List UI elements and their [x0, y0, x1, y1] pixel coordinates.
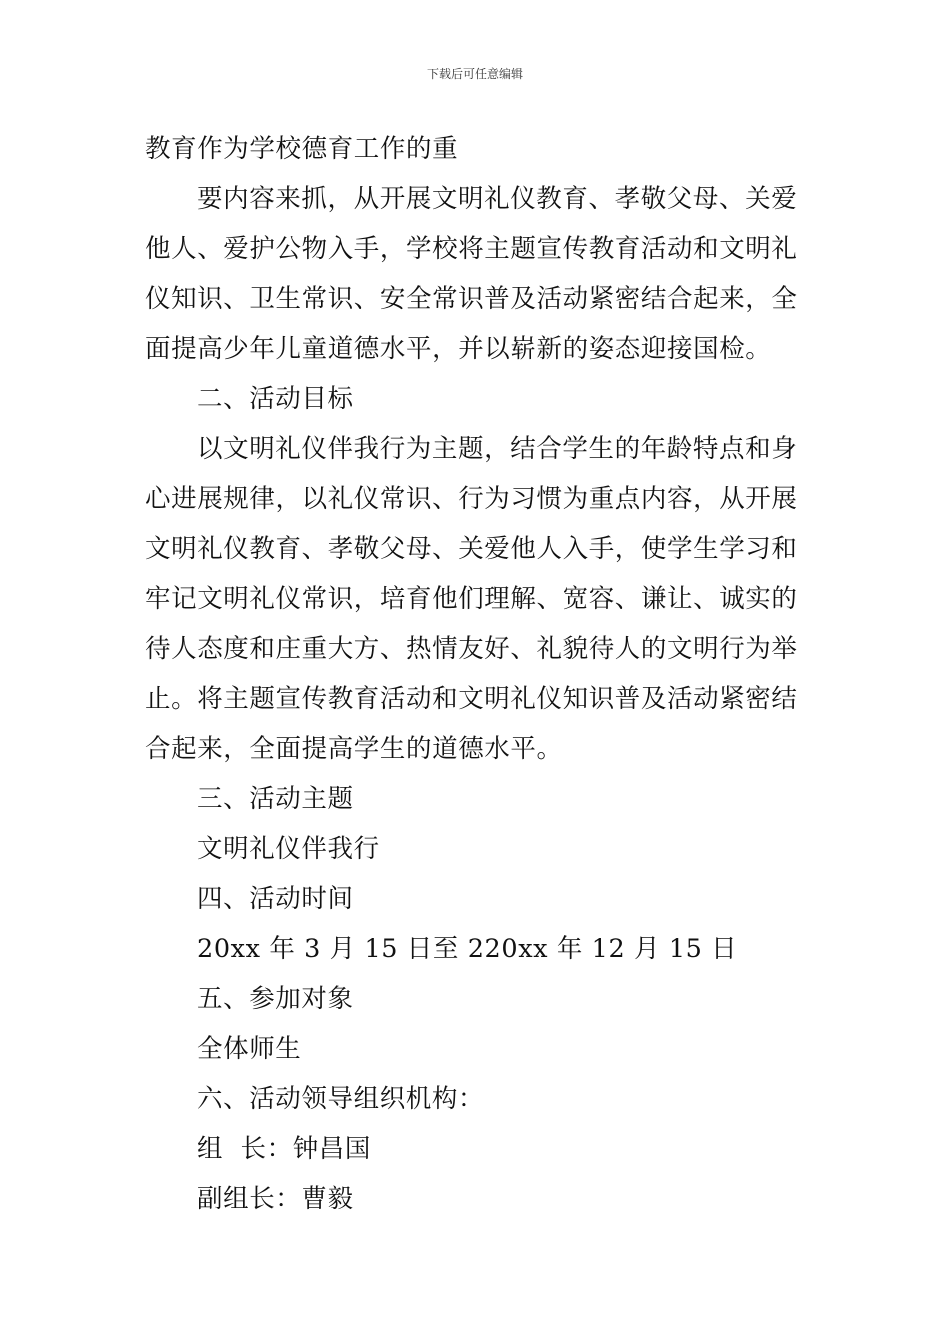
paragraph-line: 以文明礼仪伴我行为主题，结合学生的年龄特点和身	[197, 434, 798, 464]
text-line: 教育作为学校德育工作的重	[145, 134, 459, 164]
text-line: 仪知识、卫生常识、安全常识普及活动紧密结合起来，全	[145, 284, 798, 314]
text-line: 牢记文明礼仪常识，培育他们理解、宽容、谦让、诚实的	[145, 584, 798, 614]
document-body	[145, 124, 805, 1224]
paragraph-line: 要内容来抓，从开展文明礼仪教育、孝敬父母、关爱	[197, 184, 798, 214]
deputy-leader-line: 副组长：曹毅	[197, 1184, 354, 1214]
leader-line: 组 长：钟昌国	[197, 1134, 372, 1164]
section-heading-objectives: 二、活动目标	[197, 384, 354, 414]
time-text: 20xx 年 3 月 15 日至 220xx 年 12 月 15 日	[197, 934, 738, 964]
section-heading-organization: 六、活动领导组织机构：	[197, 1084, 485, 1114]
page-header-note: 下载后可任意编辑	[426, 67, 523, 81]
text-line: 面提高少年儿童道德水平，并以崭新的姿态迎接国检。	[145, 334, 772, 364]
text-line: 心进展规律，以礼仪常识、行为习惯为重点内容，从开展	[145, 484, 798, 514]
section-heading-participants: 五、参加对象	[197, 984, 354, 1014]
section-heading-theme: 三、活动主题	[197, 784, 354, 814]
text-line: 止。将主题宣传教育活动和文明礼仪知识普及活动紧密结	[145, 684, 798, 714]
theme-text: 文明礼仪伴我行	[197, 834, 380, 864]
text-line: 待人态度和庄重大方、热情友好、礼貌待人的文明行为举	[145, 634, 798, 664]
text-line: 合起来，全面提高学生的道德水平。	[145, 734, 563, 764]
text-line: 他人、爱护公物入手，学校将主题宣传教育活动和文明礼	[145, 234, 798, 264]
participants-text: 全体师生	[197, 1034, 302, 1064]
section-heading-time: 四、活动时间	[197, 884, 354, 914]
text-line: 文明礼仪教育、孝敬父母、关爱他人入手，使学生学习和	[145, 534, 798, 564]
